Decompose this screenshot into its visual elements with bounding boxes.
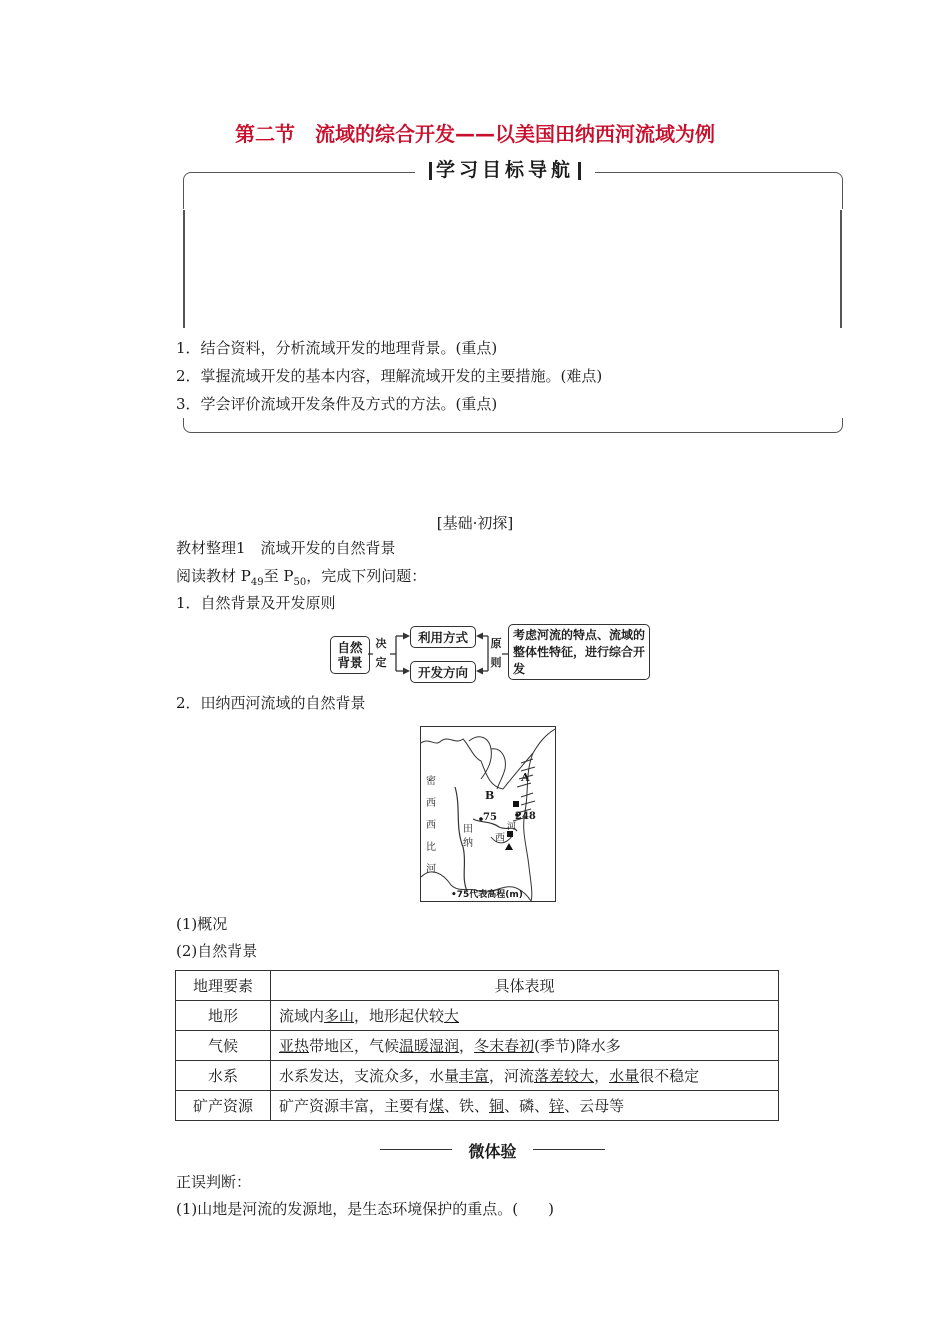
judge-item: (1)山地是河流的发源地，是生态环境保护的重点。( ) [176, 1200, 554, 1218]
table-header: 地理要素 [176, 971, 271, 1001]
flow-decide: 决定 [375, 637, 387, 669]
goals-frame-left [183, 210, 185, 328]
flow-source: 自然背景 [330, 636, 370, 674]
goal-item: 2．掌握流域开发的基本内容，理解流域开发的主要措施。(难点) [176, 367, 603, 385]
table-key: 地形 [176, 1001, 271, 1031]
map-label-tennessee: 田 纳 [463, 824, 473, 849]
answer-text: 锌 [549, 1097, 565, 1115]
answer-text: 落差较大 [534, 1067, 595, 1085]
flow-diagram [330, 624, 654, 684]
cell-text: 、磷、 [504, 1097, 550, 1115]
table-value [271, 1001, 779, 1031]
judge-heading: 正误判断： [176, 1173, 252, 1191]
goals-frame-right [840, 210, 842, 328]
goal-item: 3．学会评价流域开发条件及方式的方法。(重点) [176, 395, 498, 413]
answer-text: 亚热 [279, 1037, 310, 1055]
map-label-he: 河 [507, 822, 517, 832]
map-label-mississippi: 密 西 西 比 河 [426, 776, 436, 875]
separator-left [380, 1149, 452, 1150]
cell-text: ， [594, 1067, 610, 1085]
cell-text: 很不稳定 [639, 1067, 700, 1085]
table-header-row [176, 971, 779, 1001]
flow-direction: 开发方向 [410, 661, 476, 683]
flow-usage: 利用方式 [410, 626, 476, 648]
answer-text: 大 [444, 1007, 460, 1025]
table-row [176, 1001, 779, 1031]
cell-text: 水系发达，支流众多，水量 [279, 1067, 460, 1085]
map-label-a: A [521, 771, 530, 784]
instruction: 阅读教材 $P_{49}$至 $P_{50}$，完成下列问题： [176, 567, 427, 588]
goals-heading [415, 155, 595, 185]
subheading-natural: (2)自然背景 [176, 942, 258, 960]
heading-1: 教材整理1 流域开发的自然背景 [176, 539, 396, 557]
goal-item: 1．结合资料，分析流域开发的地理背景。(重点) [176, 339, 498, 357]
natural-background-table [175, 970, 779, 1121]
table-key: 矿产资源 [176, 1091, 271, 1121]
flow-note: 考虑河流的特点、流域的整体性特征，进行综合开发 [508, 624, 650, 680]
section-tag: [基础·初探] [436, 514, 514, 532]
answer-text: 多山 [324, 1007, 355, 1025]
table-key: 气候 [176, 1031, 271, 1061]
map-label-b: B [485, 789, 495, 802]
goals-frame-bottom [183, 418, 843, 433]
tennessee-map [420, 726, 556, 902]
page-title: 第二节 流域的综合开发——以美国田纳西河流域为例 [235, 122, 715, 146]
answer-text: 煤 [429, 1097, 445, 1115]
map-caption: •75代表高程(m) [451, 890, 523, 900]
map-label-elev-75: 75 [483, 812, 497, 823]
table-header: 具体表现 [271, 971, 779, 1001]
answer-text: 丰富 [459, 1067, 490, 1085]
subheading-overview: (1)概况 [176, 915, 228, 933]
answer-text: 铜 [489, 1097, 505, 1115]
question-2: 2．田纳西河流域的自然背景 [176, 694, 366, 712]
separator-right [533, 1149, 605, 1150]
answer-text: 温暖湿润 [399, 1037, 460, 1055]
flow-principle: 原则 [490, 637, 502, 669]
goals-heading-text: 学习目标导航 [436, 159, 575, 181]
cell-text: 、云母等 [564, 1097, 625, 1115]
cell-text: 流域内 [279, 1007, 325, 1025]
table-row [176, 1061, 779, 1091]
map-label-xi: 西 [495, 833, 505, 844]
answer-text: 水量 [609, 1067, 640, 1085]
cell-text: 、铁、 [444, 1097, 490, 1115]
table-value [271, 1031, 779, 1061]
table-value [271, 1091, 779, 1121]
experience-heading: 微体验 [468, 1142, 517, 1161]
cell-text: 矿产资源丰富，主要有 [279, 1097, 430, 1115]
answer-text: 冬末春初 [474, 1037, 535, 1055]
cell-text: ，地形起伏较 [354, 1007, 445, 1025]
table-key: 水系 [176, 1061, 271, 1091]
cell-text: ， [459, 1037, 475, 1055]
map-label-elev-248: 248 [515, 811, 536, 822]
question-1: 1．自然背景及开发原则 [176, 594, 336, 612]
cell-text: (季节)降水多 [534, 1037, 621, 1055]
table-row [176, 1031, 779, 1061]
table-row [176, 1091, 779, 1121]
table-value [271, 1061, 779, 1091]
cell-text: ，河流 [489, 1067, 535, 1085]
cell-text: 带地区，气候 [309, 1037, 400, 1055]
